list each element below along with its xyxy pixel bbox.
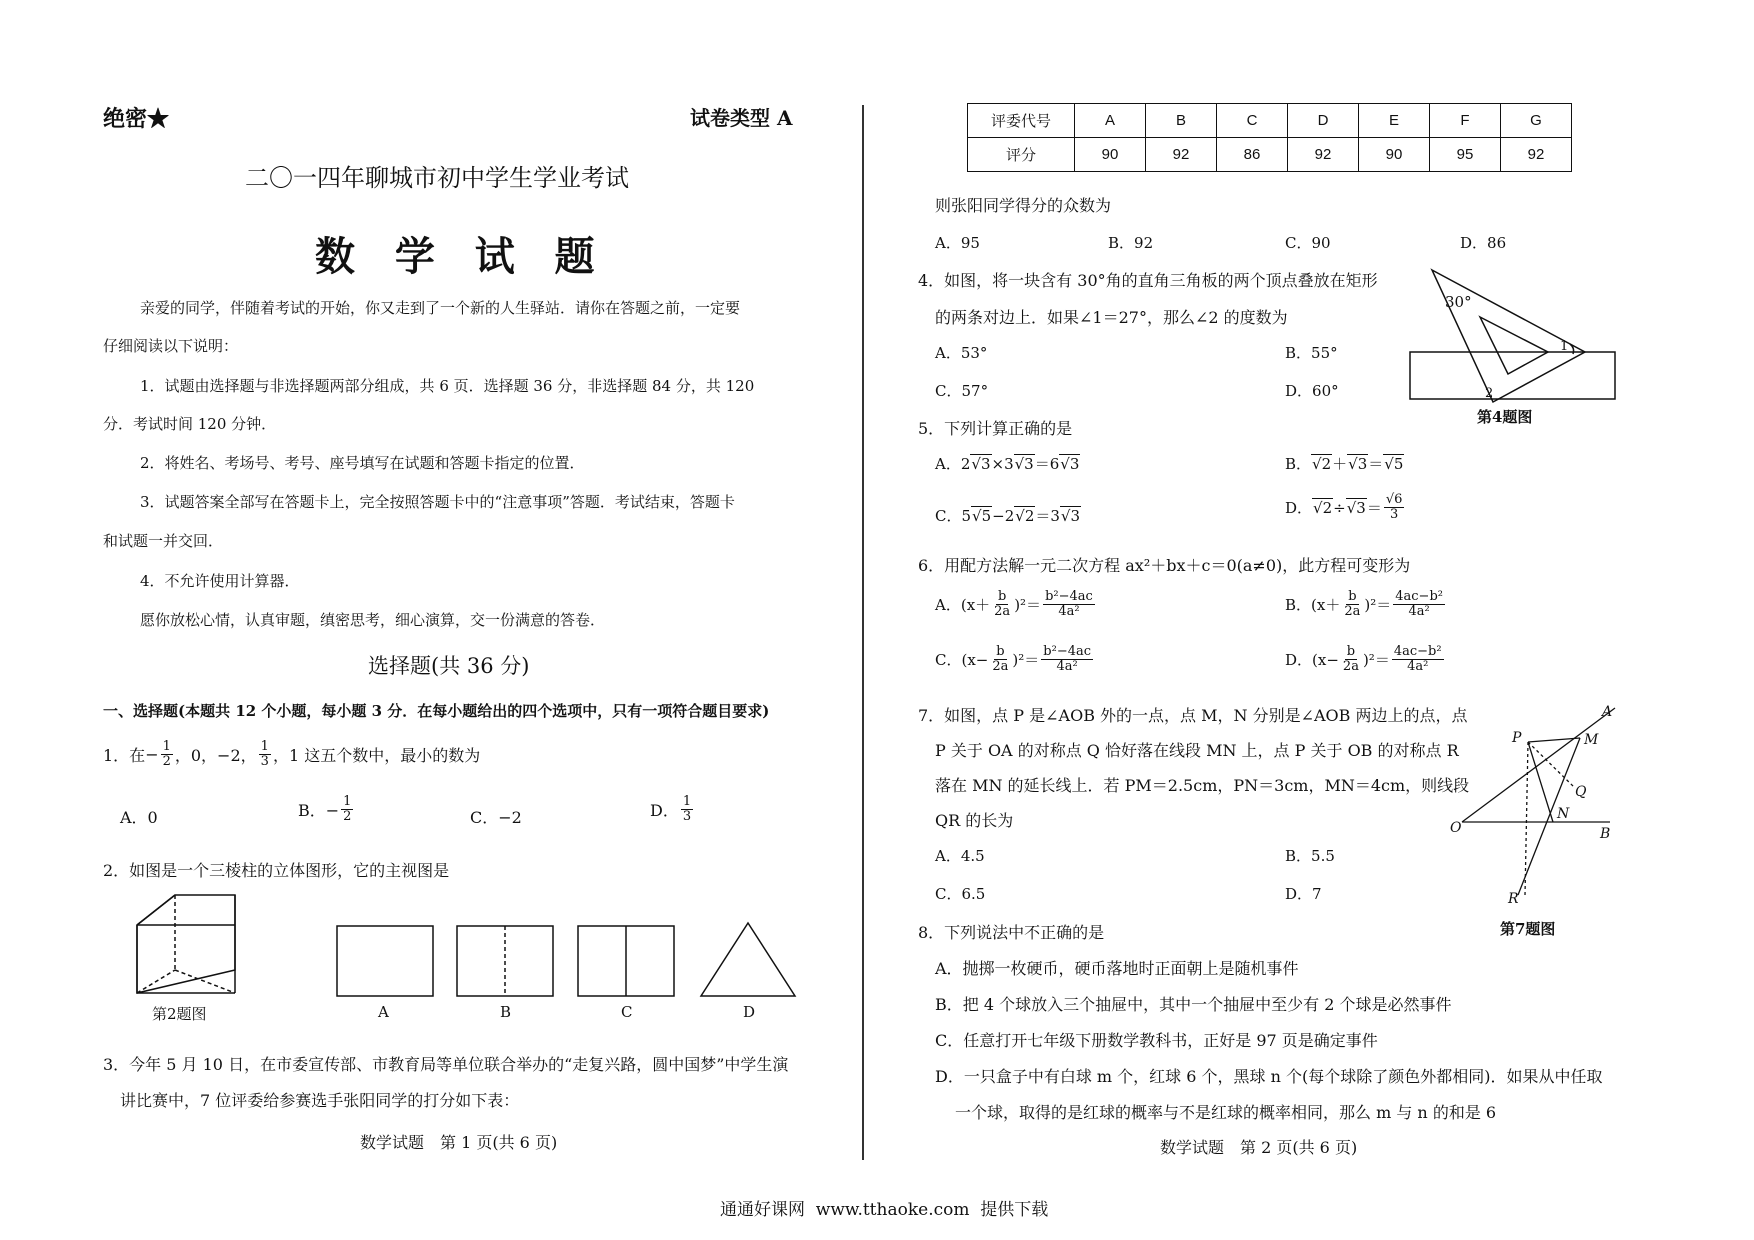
section-title: 选择题(共 36 分) xyxy=(368,654,530,678)
q1-frac-half: $\frac{1}{2}$ xyxy=(162,739,171,769)
option-d-shape xyxy=(701,923,795,996)
question-7a: 7．如图，点 P 是∠AOB 外的一点，点 M，N 分别是∠AOB 两边上的点，点 xyxy=(918,706,1468,725)
figure-4 xyxy=(1405,262,1620,407)
judge-cell: C xyxy=(1217,104,1288,138)
fig7-label-o: O xyxy=(1450,820,1462,836)
q1-option-d: D． 1 3 xyxy=(650,794,692,824)
fig7-label-q: Q xyxy=(1575,784,1587,800)
rule-3b: 和试题一并交回． xyxy=(103,532,224,550)
q7-option-d: D．7 xyxy=(1285,885,1322,903)
score-cell: 92 xyxy=(1288,138,1359,172)
question-4a: 4．如图，将一块含有 30°角的直角三角板的两个顶点叠放在矩形 xyxy=(918,271,1378,290)
judge-cell: B xyxy=(1146,104,1217,138)
question-3a: 3．今年 5 月 10 日，在市委宣传部、市教育局等单位联合举办的“走复兴路，圆中国梦”中学生演 xyxy=(103,1055,789,1074)
question-7b: P 关于 OA 的对称点 Q 恰好落在线段 MN 上，点 P 关于 OB 的对称点 R xyxy=(935,741,1459,760)
fig2-caption: 第2题图 xyxy=(152,1005,207,1023)
q3-option-a: A．95 xyxy=(935,234,980,252)
table-row xyxy=(968,104,1572,138)
q1-frac-third: 1 3 xyxy=(260,739,269,769)
rule-3a: 3．试题答案全部写在答题卡上，完全按照答题卡中的“注意事项”答题．考试结束，答题卡 xyxy=(140,493,735,511)
fig7-label-p: P xyxy=(1512,730,1522,746)
q5-option-d: D． √2 ÷ √3 ＝ √6 3 xyxy=(1285,492,1403,522)
q6-option-b: B． (x＋ b 2a )²＝ 4ac−b² 4a² xyxy=(1285,589,1443,619)
site-footer: 通通好课网 www.tthaoke.com 提供下载 xyxy=(720,1200,1049,1220)
q5-option-b: B．√2＋√3＝√5 xyxy=(1285,455,1404,473)
left-footer: 数学试题 第 1 页(共 6 页) xyxy=(360,1133,558,1152)
score-cell: 90 xyxy=(1075,138,1146,172)
q3-option-c: C．90 xyxy=(1285,234,1331,252)
q4-option-d: D．60° xyxy=(1285,382,1339,400)
fig2-label-c: C xyxy=(621,1003,633,1021)
question-2: 2．如图是一个三棱柱的立体图形，它的主视图是 xyxy=(103,861,450,880)
score-table xyxy=(967,103,1572,172)
q3-option-d: D．86 xyxy=(1460,234,1507,252)
question-8: 8．下列说法中不正确的是 xyxy=(918,923,1105,942)
q1-text-pre: 1．在 xyxy=(103,746,146,765)
intro-line-2: 仔细阅读以下说明： xyxy=(103,337,239,355)
q1-option-a: A．0 xyxy=(120,808,158,827)
q7-option-c: C．6.5 xyxy=(935,885,986,903)
q1-text-mid: ，0，−2， xyxy=(174,746,257,765)
fig4-caption: 第4题图 xyxy=(1477,408,1533,426)
page-divider xyxy=(862,105,864,1160)
judge-cell: A xyxy=(1075,104,1146,138)
question-7d: QR 的长为 xyxy=(935,811,1014,830)
judge-cell: G xyxy=(1501,104,1572,138)
wish-line: 愿你放松心情，认真审题，缜密思考，细心演算，交一份满意的答卷． xyxy=(140,611,606,629)
q4-option-a: A．53° xyxy=(935,344,988,362)
question-5: 5．下列计算正确的是 xyxy=(918,419,1073,438)
q4-option-b: B．55° xyxy=(1285,344,1338,362)
q7-option-a: A．4.5 xyxy=(935,847,985,865)
q8-option-d-line2: 一个球，取得的是红球的概率与不是红球的概率相同，那么 m 与 n 的和是 6 xyxy=(955,1103,1497,1122)
q1-option-c: C．−2 xyxy=(470,808,522,827)
q7-option-b: B．5.5 xyxy=(1285,847,1335,865)
rule-4: 4．不允许使用计算器． xyxy=(140,572,300,590)
judge-cell: D xyxy=(1288,104,1359,138)
q6-option-d: D． (x− $\frac{b}{2a}$ )²＝ 4ac−b² 4a² xyxy=(1285,644,1442,674)
q8-option-b: B．把 4 个球放入三个抽屉中，其中一个抽屉中至少有 2 个球是必然事件 xyxy=(935,995,1452,1014)
q4-option-c: C．57° xyxy=(935,382,989,400)
question-7c: 落在 MN 的延长线上．若 PM＝2.5cm，PN＝3cm，MN＝4cm，则线段 xyxy=(935,776,1470,795)
fig2-label-d: D xyxy=(743,1003,756,1021)
score-cell: 95 xyxy=(1430,138,1501,172)
fig7-ray-oa xyxy=(1462,708,1615,822)
rule-1a: 1．试题由选择题与非选择题两部分组成，共 6 页．选择题 36 分，非选择题 84 分，共 120 xyxy=(140,377,755,395)
q5-option-c: C．5√5−2√2＝3√3 xyxy=(935,507,1081,525)
subject-title: 数 学 试 题 xyxy=(315,233,599,280)
fig7-label-r: R xyxy=(1508,891,1519,907)
score-cell: 90 xyxy=(1359,138,1430,172)
q3-question: 则张阳同学得分的众数为 xyxy=(935,196,1112,215)
q3-option-b: B．92 xyxy=(1108,234,1154,252)
rule-1b: 分．考试时间 120 分钟． xyxy=(103,415,277,433)
judge-cell: E xyxy=(1359,104,1430,138)
fig7-label-a: A xyxy=(1602,704,1613,720)
table-row xyxy=(968,138,1572,172)
fig2-label-b: B xyxy=(500,1003,512,1021)
score-cell: 92 xyxy=(1146,138,1217,172)
exam-title: 二〇一四年聊城市初中学生学业考试 xyxy=(245,164,629,192)
fig2-label-a: A xyxy=(378,1003,389,1021)
secret-mark: 绝密★ xyxy=(103,106,170,132)
fig4-label-2: 2 xyxy=(1485,386,1494,401)
figure-2 xyxy=(125,890,805,1030)
fig4-label-1: 1 xyxy=(1560,339,1569,354)
prism-outline xyxy=(137,895,235,993)
q6-option-a: A． (x＋ b 2a )²＝ b²−4ac 4a² xyxy=(935,589,1093,619)
table-score-label: 评分 xyxy=(968,138,1075,172)
q5-option-a: A．2√3×3√3＝6√3 xyxy=(935,455,1080,473)
judge-cell: F xyxy=(1430,104,1501,138)
q8-option-a: A．抛掷一枚硬币，硬币落地时正面朝上是随机事件 xyxy=(935,959,1299,978)
q1-text-post: ，1 这五个数中，最小的数为 xyxy=(272,746,481,765)
question-6: 6．用配方法解一元二次方程 ax²＋bx＋c＝0(a≠0)，此方程可变形为 xyxy=(918,556,1411,575)
question-1 xyxy=(103,740,480,769)
fig7-caption: 第7题图 xyxy=(1500,920,1556,938)
figure-7 xyxy=(1450,700,1625,915)
option-a-shape xyxy=(337,926,433,996)
q1-minus: − xyxy=(145,745,159,764)
q8-option-c: C．任意打开七年级下册数学教科书，正好是 97 页是确定事件 xyxy=(935,1031,1378,1050)
fig7-label-m: M xyxy=(1584,732,1599,748)
q8-option-d-line1: D．一只盒子中有白球 m 个，红球 6 个，黑球 n 个(每个球除了颜色外都相同)．如果从中任取 xyxy=(935,1067,1603,1086)
fig7-label-n: N xyxy=(1557,806,1570,822)
table-header-label: 评委代号 xyxy=(968,104,1075,138)
score-cell: 92 xyxy=(1501,138,1572,172)
rule-2: 2．将姓名、考场号、考号、座号填写在试题和答题卡指定的位置． xyxy=(140,454,585,472)
section-desc: 一、选择题(本题共 12 个小题，每小题 3 分．在每小题给出的四个选项中，只有一项符合题目要求) xyxy=(103,702,770,720)
fig7-label-b: B xyxy=(1600,826,1611,842)
q6-option-c: C． (x− $\frac{b}{2a}$ )²＝ b²−4ac 4a² xyxy=(935,644,1092,674)
intro-line-1: 亲爱的同学，伴随着考试的开始，你又走到了一个新的人生驿站．请你在答题之前，一定要 xyxy=(140,299,741,317)
q1-option-b: B．− $\frac{1}{2}$ xyxy=(298,794,352,824)
paper-type: 试卷类型 A xyxy=(690,106,793,130)
right-footer: 数学试题 第 2 页(共 6 页) xyxy=(1160,1138,1358,1157)
fig4-label-30: 30° xyxy=(1445,293,1472,311)
question-3b: 讲比赛中，7 位评委给参赛选手张阳同学的打分如下表： xyxy=(120,1091,520,1110)
fig4-triangle-inner xyxy=(1480,317,1548,374)
score-cell: 86 xyxy=(1217,138,1288,172)
question-4b: 的两条对边上．如果∠1＝27°，那么∠2 的度数为 xyxy=(935,308,1288,327)
fig4-triangle-outer xyxy=(1432,270,1585,402)
